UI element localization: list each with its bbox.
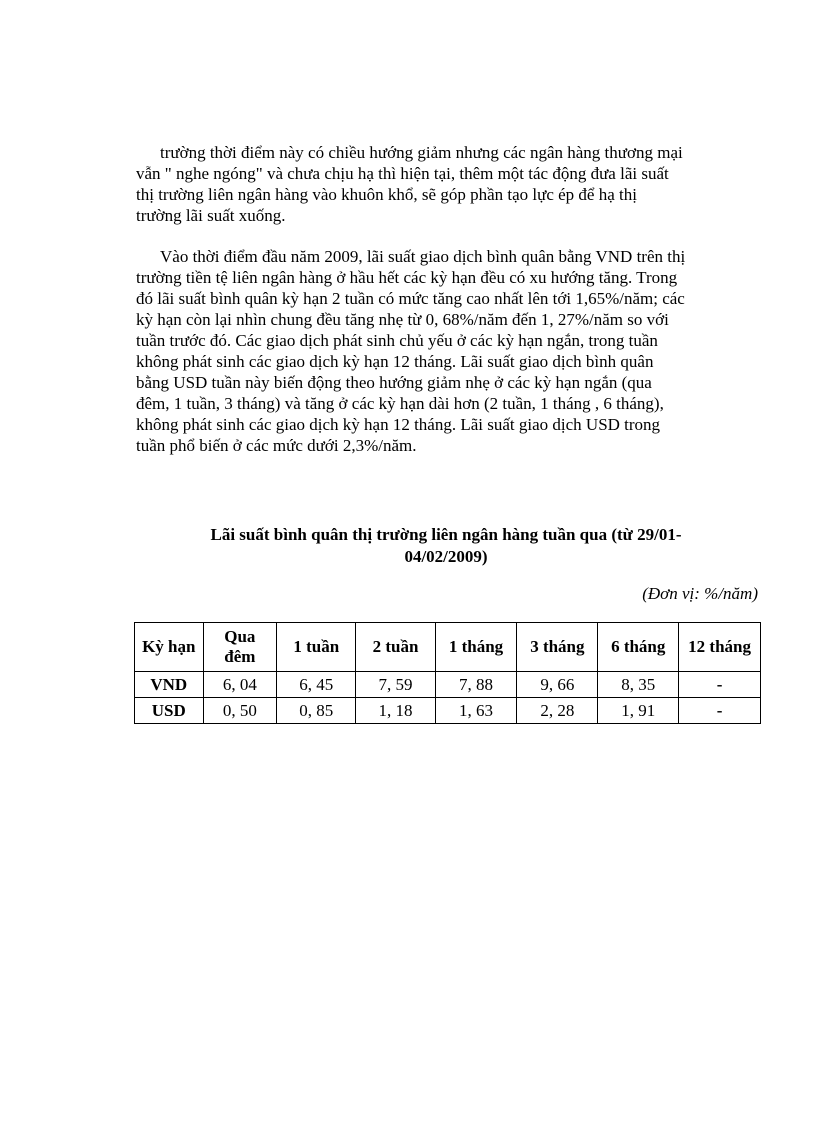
paragraph-line: trường tiền tệ liên ngân hàng ở hầu hết các kỳ hạn đều có xu hướng tăng. Trong <box>136 268 678 287</box>
table-row <box>135 698 761 724</box>
table-cell: 1, 63 <box>435 698 517 724</box>
table-cell: 1, 91 <box>598 698 679 724</box>
paragraph-line: kỳ hạn còn lại nhìn chung đều tăng nhẹ từ 0, 68%/năm đến 1, 27%/năm so với <box>136 310 669 329</box>
table-cell: 1, 18 <box>356 698 435 724</box>
table-cell: 9, 66 <box>517 672 598 698</box>
paragraph-line: không phát sinh các giao dịch kỳ hạn 12 tháng. Lãi suất giao dịch USD trong <box>136 415 661 434</box>
interest-rate-table <box>134 622 761 724</box>
paragraph-1 <box>136 142 756 226</box>
paragraph-line: thị trường liên ngân hàng vào khuôn khổ, sẽ góp phần tạo lực ép để hạ thị <box>136 185 637 204</box>
header-term: Kỳ hạn <box>135 623 204 672</box>
table-cell: 7, 59 <box>356 672 435 698</box>
table-cell: 8, 35 <box>598 672 679 698</box>
header-1-month: 1 tháng <box>435 623 517 672</box>
header-overnight-line-2: đêm <box>224 647 256 666</box>
table-header-row <box>135 623 761 672</box>
table-cell: 0, 85 <box>277 698 356 724</box>
row-label-usd: USD <box>135 698 204 724</box>
header-12-months: 12 tháng <box>679 623 761 672</box>
paragraph-line: đêm, 1 tuần, 3 tháng) và tăng ở các kỳ hạn dài hơn (2 tuần, 1 tháng , 6 tháng), <box>136 394 664 413</box>
table-title <box>136 524 756 568</box>
unit-note: (Đơn vị: %/năm) <box>642 584 758 603</box>
table-cell: 6, 04 <box>203 672 277 698</box>
table-title-line-1: Lãi suất bình quân thị trường liên ngân hàng tuần qua (từ 29/01- <box>210 525 682 544</box>
paragraph-line: bằng USD tuần này biến động theo hướng giảm nhẹ ở các kỳ hạn ngắn (qua <box>136 373 652 392</box>
paragraph-line: tuần trước đó. Các giao dịch phát sinh chủ yếu ở các kỳ hạn ngắn, trong tuần <box>136 331 658 350</box>
header-1-week: 1 tuần <box>277 623 356 672</box>
paragraph-line: tuần phổ biến ở các mức dưới 2,3%/năm. <box>136 436 417 455</box>
paragraph-line: vẫn " nghe ngóng" và chưa chịu hạ thì hiện tại, thêm một tác động đưa lãi suất <box>136 164 669 183</box>
paragraph-2 <box>136 246 756 456</box>
table-row <box>135 672 761 698</box>
header-overnight-line-1: Qua <box>224 627 256 646</box>
header-3-months: 3 tháng <box>517 623 598 672</box>
table-cell: - <box>679 698 761 724</box>
row-label-vnd: VND <box>135 672 204 698</box>
table-cell: 6, 45 <box>277 672 356 698</box>
paragraph-line: đó lãi suất bình quân kỳ hạn 2 tuần có mức tăng cao nhất lên tới 1,65%/năm; các <box>136 289 685 308</box>
header-6-months: 6 tháng <box>598 623 679 672</box>
table-cell: 0, 50 <box>203 698 277 724</box>
header-overnight <box>203 623 277 672</box>
table-cell: 7, 88 <box>435 672 517 698</box>
paragraph-line: Vào thời điểm đầu năm 2009, lãi suất giao dịch bình quân bằng VND trên thị <box>160 247 686 266</box>
table-title-line-2: 04/02/2009) <box>404 547 488 566</box>
table-cell: 2, 28 <box>517 698 598 724</box>
paragraph-line: không phát sinh các giao dịch kỳ hạn 12 tháng. Lãi suất giao dịch bình quân <box>136 352 654 371</box>
paragraph-line: trường lãi suất xuống. <box>136 206 286 225</box>
header-2-weeks: 2 tuần <box>356 623 435 672</box>
table-cell: - <box>679 672 761 698</box>
paragraph-line: trường thời điểm này có chiều hướng giảm nhưng các ngân hàng thương mại <box>160 143 683 162</box>
